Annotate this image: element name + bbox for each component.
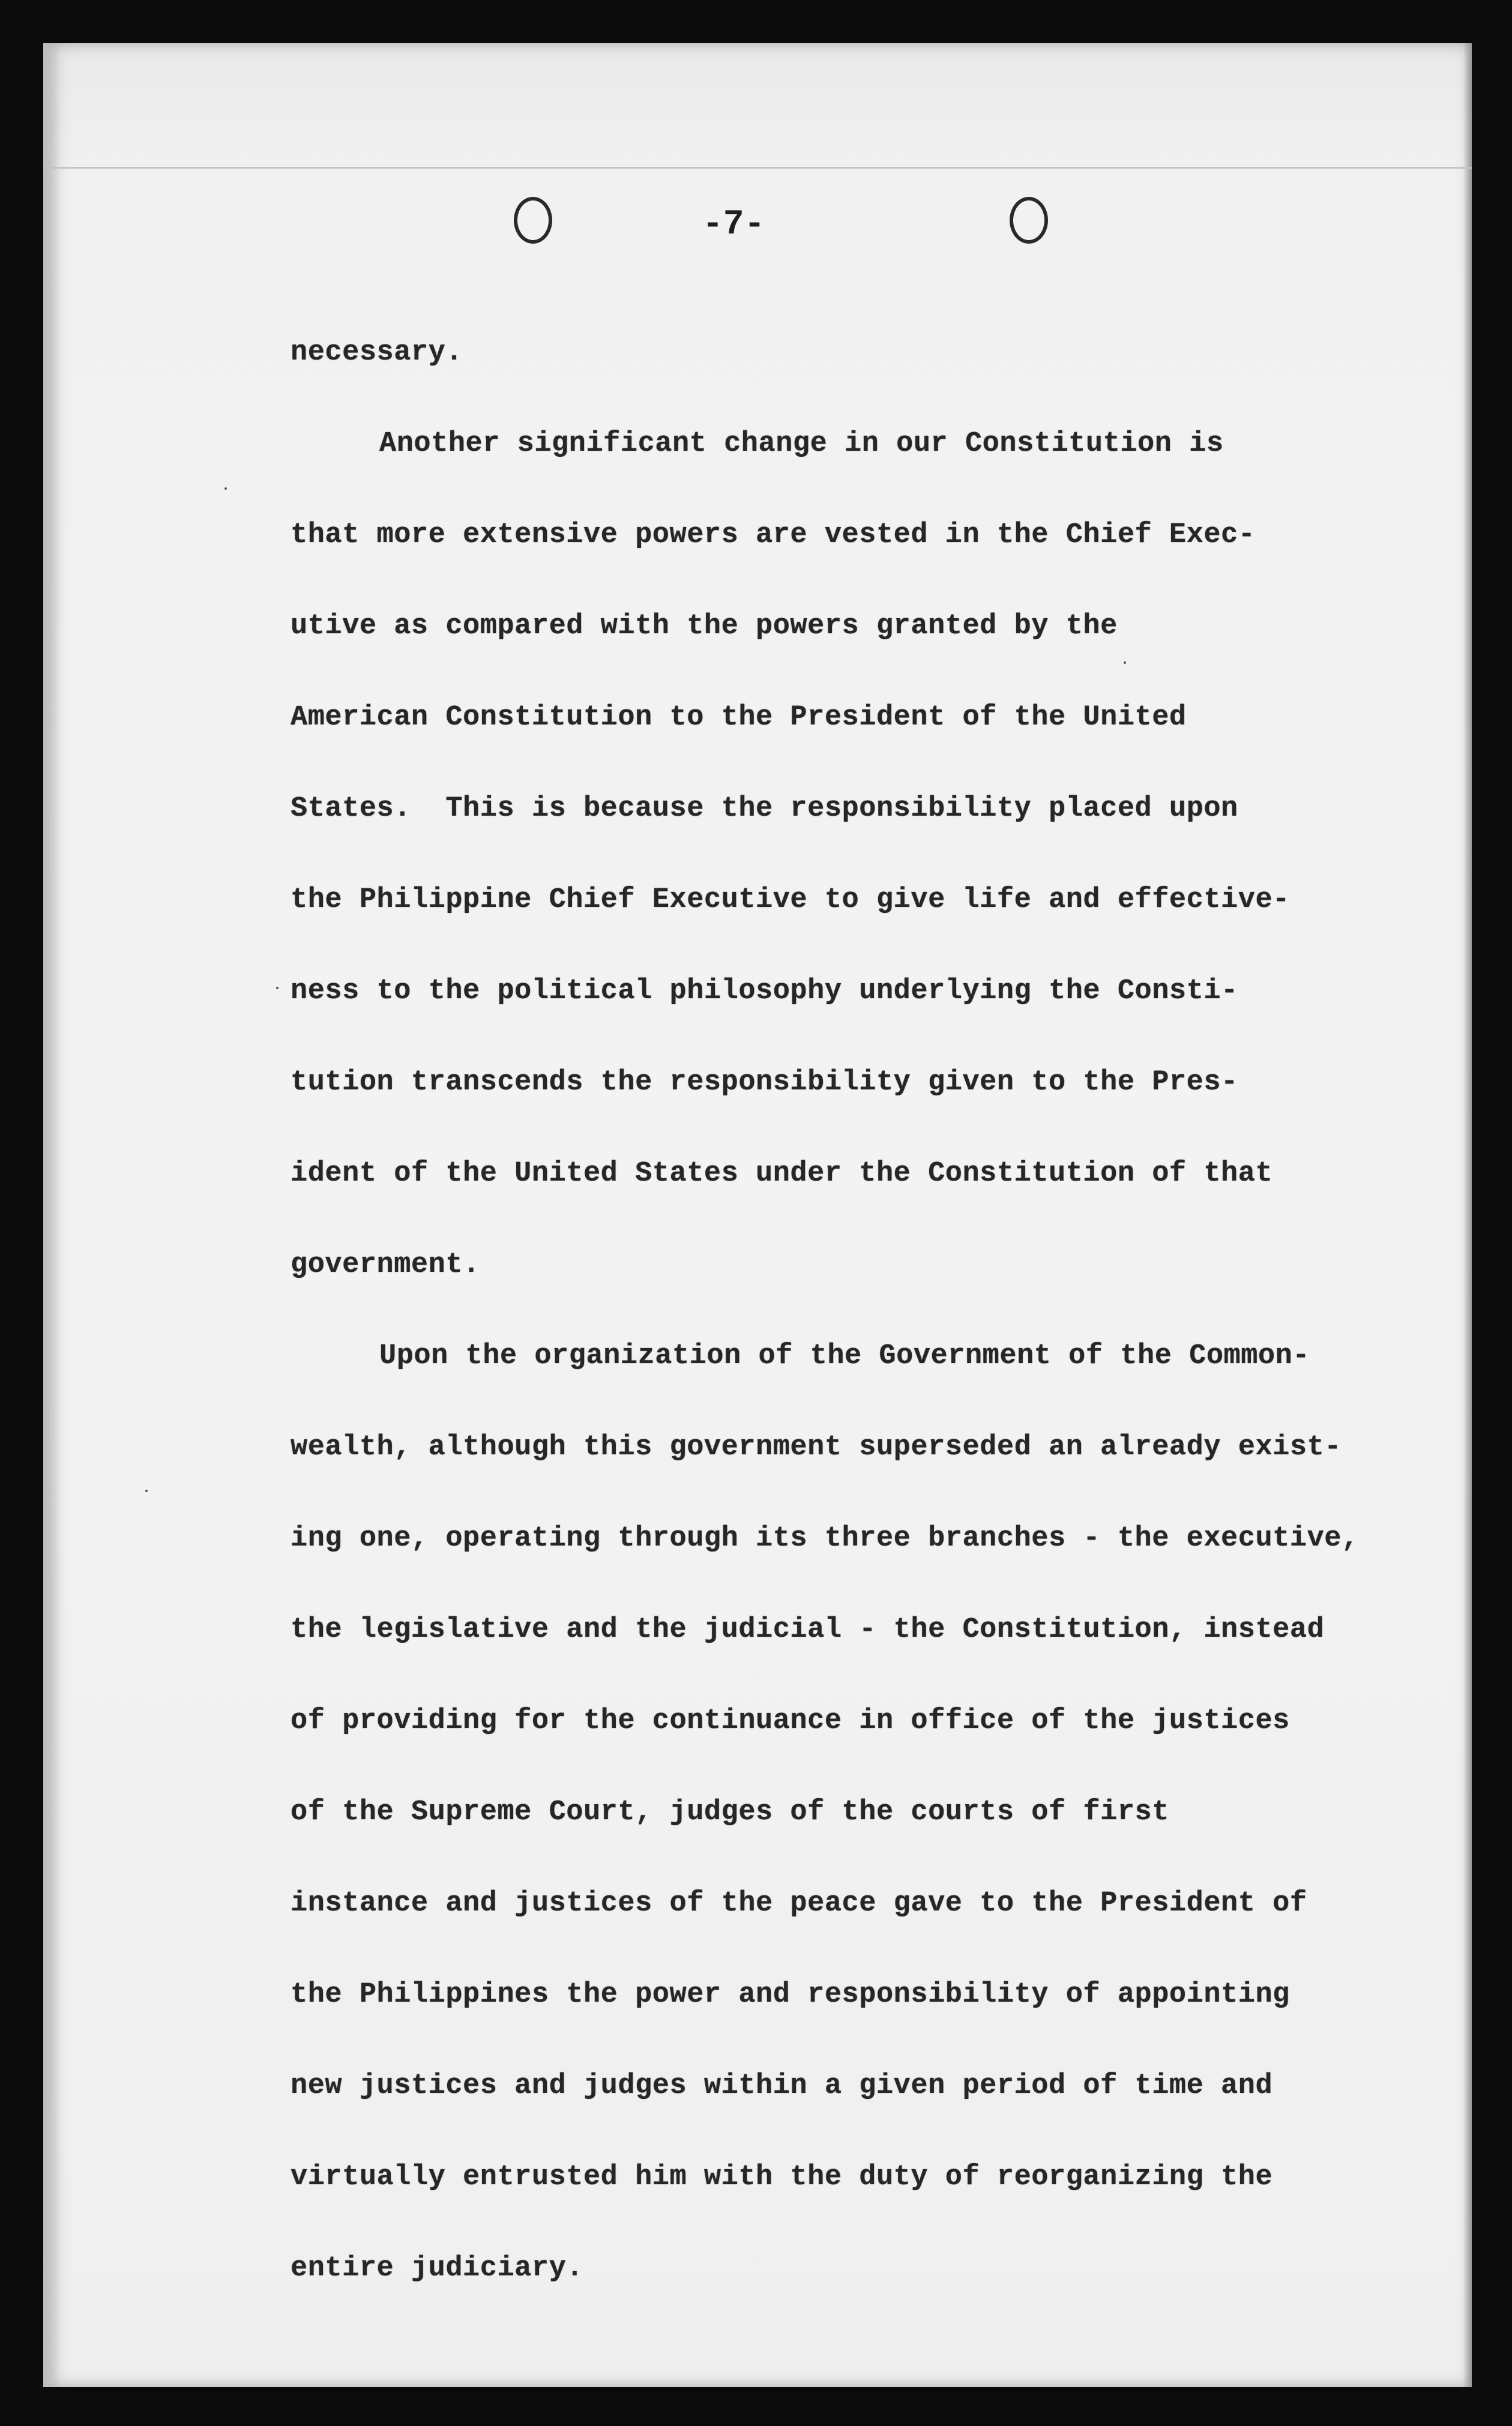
text-line: Another significant change in our Constitution is [379,428,1224,460]
text-line: virtually entrusted him with the duty of reorganizing the [291,2161,1273,2193]
paper-fold-line [43,167,1472,169]
text-line: of providing for the continuance in office of the justices [291,1705,1290,1737]
text-line: the legislative and the judicial - the Constitution, instead [291,1614,1325,1646]
text-line: ness to the political philosophy underlying the Consti- [291,975,1238,1007]
punch-hole-right [1010,197,1048,244]
text-line: wealth, although this government superseded an already exist- [291,1431,1342,1463]
paper-speck [1124,661,1126,664]
text-line: entire judiciary. [291,2253,583,2284]
text-line: new justices and judges within a given period of time and [291,2070,1273,2102]
punch-hole-left [514,197,552,244]
text-line: Upon the organization of the Government of the Common- [379,1340,1310,1372]
text-line: of the Supreme Court, judges of the courts of first [291,1796,1169,1828]
text-line: ing one, operating through its three branches - the executive, [291,1523,1359,1555]
paper-speck [224,487,227,490]
text-line: that more extensive powers are vested in the Chief Exec- [291,519,1256,551]
text-line: tution transcends the responsibility given to the Pres- [291,1067,1238,1098]
text-line: ident of the United States under the Constitution of that [291,1158,1273,1190]
page-right-edge-shadow [1463,43,1472,2387]
typewritten-page [43,43,1472,2387]
text-line: utive as compared with the powers granted by the [291,610,1118,642]
paper-speck [145,1490,148,1492]
text-line: necessary. [291,337,463,369]
body-text [291,307,1443,2314]
text-line: instance and justices of the peace gave to the President of [291,1888,1307,1919]
text-line: States. This is because the responsibility placed upon [291,793,1238,825]
page-number: -7- [702,205,765,244]
text-line: the Philippine Chief Executive to give life and effective- [291,884,1290,916]
text-line: the Philippines the power and responsibility of appointing [291,1979,1290,2011]
text-line: American Constitution to the President of the United [291,702,1187,733]
page-left-edge-shadow [43,43,60,2387]
text-line: government. [291,1249,480,1281]
paper-speck [276,987,279,989]
